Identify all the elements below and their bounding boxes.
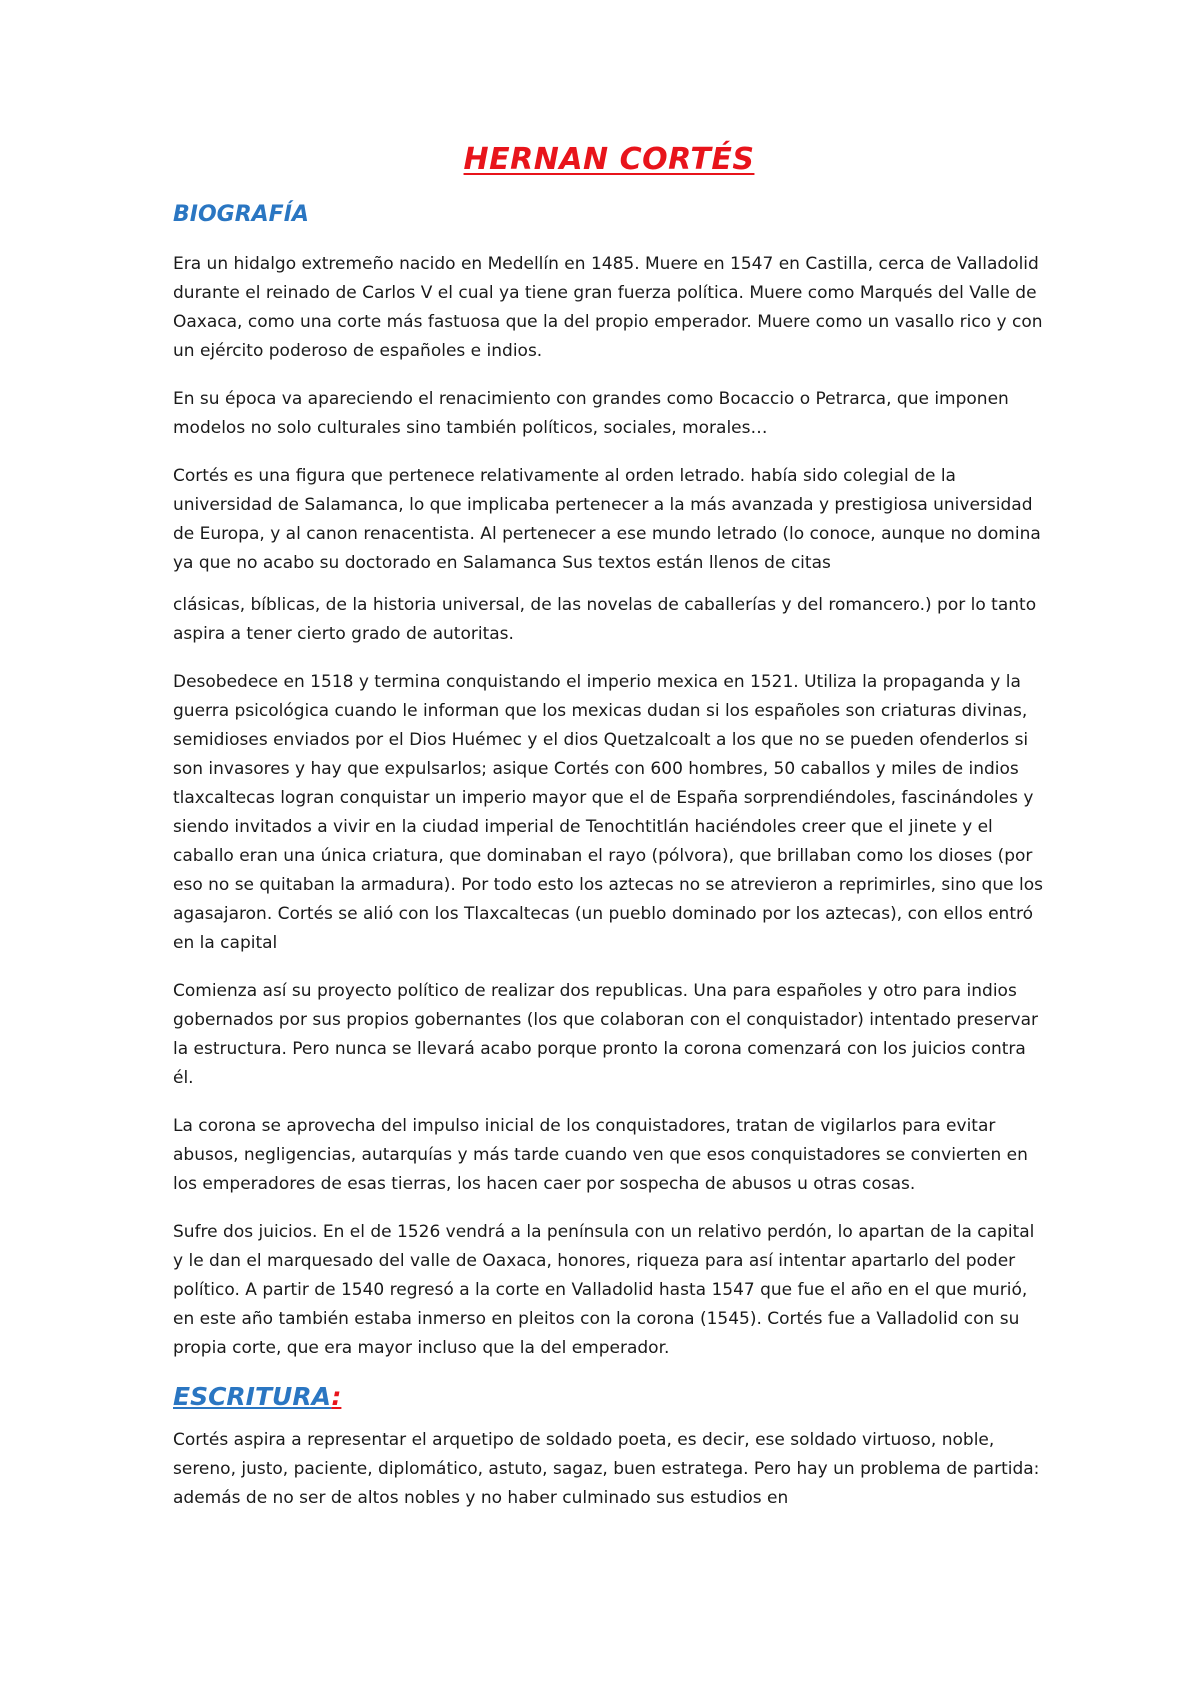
paragraph-biografia-5: Desobedece en 1518 y termina conquistando el imperio mexica en 1521. Utiliza la propaganda y la guerra psicológica cuando le informan que los mexicas dudan si los españoles son criaturas divinas, semidioses enviados por el Dios Huémec y el dios Quetzalcoalt a los que no se pueden ofenderlos si son invasores y hay que expulsarlos; asique Cortés con 600 hombres, 50 caballos y miles de indios tlaxcaltecas logran conquistar un imperio mayor que el de España sorprendiéndoles, fascinándoles y siendo invitados a vivir en la ciudad imperial de Tenochtitlán haciéndoles creer que el jinete y el caballo eran una única criatura, que dominaban el rayo (pólvora), que brillaban como los dioses (por eso no se quitaban la armadura). Por todo esto los aztecas no se atrevieron a reprimirles, sino que los agasajaron. Cortés se alió con los Tlaxcaltecas (un pueblo dominado por los aztecas), con ellos entró en la capital: [173, 672, 1043, 953]
section-heading-escritura-text: ESCRITURA: [173, 1382, 332, 1411]
paragraph-biografia-7: La corona se aprovecha del impulso inicial de los conquistadores, tratan de vigilarlos para evitar abusos, negligencias, autarquías y más tarde cuando ven que esos conquistadores se convierten en los emperadores de esas tierras, los hacen caer por sospecha de abusos u otras cosas.: [173, 1116, 1028, 1194]
paragraph-biografia-2: En su época va apareciendo el renacimiento con grandes como Bocaccio o Petrarca, que imponen modelos no solo culturales sino también políticos, sociales, morales…: [173, 389, 1009, 438]
paragraph-biografia-1: Era un hidalgo extremeño nacido en Medellín en 1485. Muere en 1547 en Castilla, cerca de Valladolid durante el reinado de Carlos V el cual ya tiene gran fuerza política. Muere como Marqués del Valle de Oaxaca, como una corte más fastuosa que la del propio emperador. Muere como un vasallo rico y con un ejército poderoso de españoles e indios.: [173, 254, 1043, 361]
section-heading-escritura: [173, 1382, 1045, 1412]
section-heading-biografia: BIOGRAFÍA: [173, 202, 309, 227]
paragraph-biografia-6: Comienza así su proyecto político de realizar dos republicas. Una para españoles y otro para indios gobernados por sus propios gobernantes (los que colaboran con el conquistador) intentado preservar la estructura. Pero nunca se llevará acabo porque pronto la corona comenzará con los juicios contra él.: [173, 981, 1039, 1088]
document-body: [173, 140, 1045, 1532]
document-title: HERNAN CORTÉS: [463, 142, 755, 177]
paragraph-escritura-1: Cortés aspira a representar el arquetipo de soldado poeta, es decir, ese soldado virtuoso, noble, sereno, justo, paciente, diplomático, astuto, sagaz, buen estratega. Pero hay un problema de partida: además de no ser de altos nobles y no haber culminado sus estudios en: [173, 1430, 1040, 1508]
paragraph-biografia-3: Cortés es una figura que pertenece relativamente al orden letrado. había sido colegial de la universidad de Salamanca, lo que implicaba pertenecer a la más avanzada y prestigiosa universidad de Europa, y al canon renacentista. Al pertenecer a ese mundo letrado (lo conoce, aunque no domina ya que no acabo su doctorado en Salamanca Sus textos están llenos de citas: [173, 466, 1041, 573]
section-heading-escritura-colon: :: [331, 1382, 342, 1411]
paragraph-biografia-8: Sufre dos juicios. En el de 1526 vendrá a la península con un relativo perdón, lo apartan de la capital y le dan el marquesado del valle de Oaxaca, honores, riqueza para así intentar apartarlo del poder político. A partir de 1540 regresó a la corte en Valladolid hasta 1547 que fue el año en el que murió, en este año también estaba inmerso en pleitos con la corona (1545). Cortés fue a Valladolid con su propia corte, que era mayor incluso que la del emperador.: [173, 1222, 1035, 1358]
paragraph-biografia-4: clásicas, bíblicas, de la historia universal, de las novelas de caballerías y del romancero.) por lo tanto aspira a tener cierto grado de autoritas.: [173, 595, 1037, 644]
